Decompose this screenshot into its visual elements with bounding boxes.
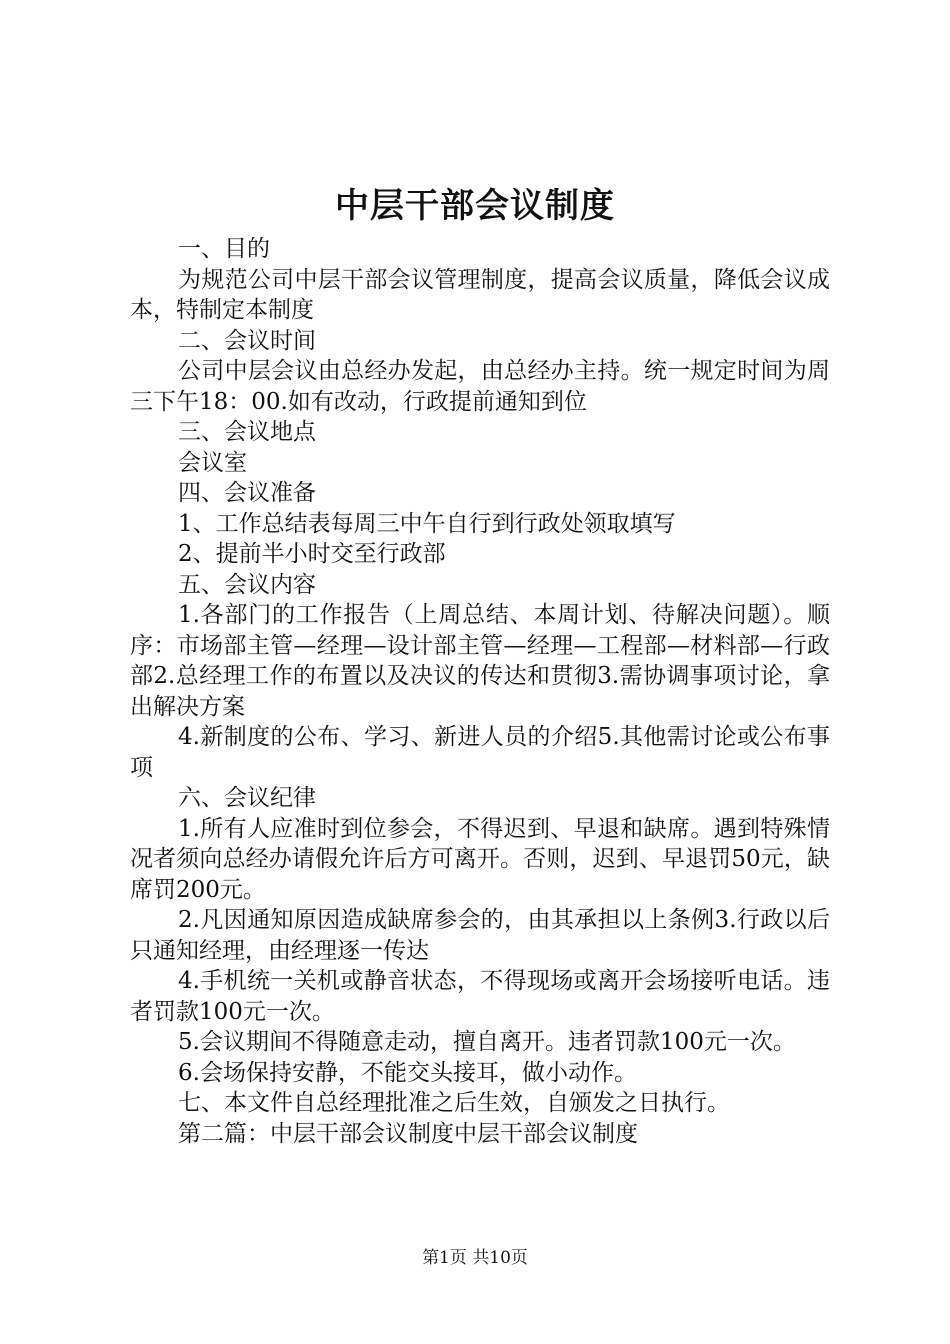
paragraph: 2.凡因通知原因造成缺席参会的，由其承担以上条例3.行政以后只通知经理，由经理逐一传达 (130, 907, 830, 964)
page-title: 中层干部会议制度 (335, 186, 615, 226)
paragraph: 2、提前半小时交至行政部 (178, 541, 446, 567)
document-body (130, 234, 830, 1149)
paragraph: 5.会议期间不得随意走动，擅自离开。违者罚款100元一次。 (178, 1029, 796, 1055)
paragraph: 1、工作总结表每周三中午自行到行政处领取填写 (178, 510, 676, 537)
paragraph: 第二篇：中层干部会议制度中层干部会议制度 (178, 1120, 638, 1147)
paragraph: 1.各部门的工作报告（上周总结、本周计划、待解决问题）。顺序：市场部主管—经理—设计部主管—经理—工程部—材料部—行政部2.总经理工作的布置以及决议的传达和贯彻3.需协调事项讨论，拿出解决方案 (130, 602, 830, 720)
section-heading-effective: 七、本文件自总经理批准之后生效，自颁发之日执行。 (178, 1090, 730, 1116)
section-heading-time: 二、会议时间 (178, 327, 316, 354)
section-heading-purpose: 一、目的 (178, 236, 270, 262)
section-heading-preparation: 四、会议准备 (178, 480, 316, 506)
paragraph: 1.所有人应准时到位参会，不得迟到、早退和缺席。遇到特殊情况者须向总经办请假允许后方可离开。否则，迟到、早退罚50元，缺席罚200元。 (130, 815, 830, 903)
section-heading-discipline: 六、会议纪律 (178, 785, 316, 811)
page-footer: 第1页 共10页 (422, 1248, 528, 1268)
section-heading-content: 五、会议内容 (178, 571, 316, 598)
paragraph: 4.新制度的公布、学习、新进人员的介绍5.其他需讨论或公布事项 (130, 724, 830, 781)
paragraph: 会议室 (178, 449, 247, 476)
paragraph: 6.会场保持安静，不能交头接耳，做小动作。 (178, 1059, 637, 1086)
paragraph: 为规范公司中层干部会议管理制度，提高会议质量，降低会议成本，特制定本制度 (130, 266, 830, 323)
paragraph: 4.手机统一关机或静音状态，不得现场或离开会场接听电话。违者罚款100元一次。 (130, 968, 830, 1025)
section-heading-location: 三、会议地点 (178, 419, 316, 445)
paragraph: 公司中层会议由总经办发起，由总经办主持。统一规定时间为周三下午18：00.如有改动，行政提前通知到位 (130, 358, 830, 415)
